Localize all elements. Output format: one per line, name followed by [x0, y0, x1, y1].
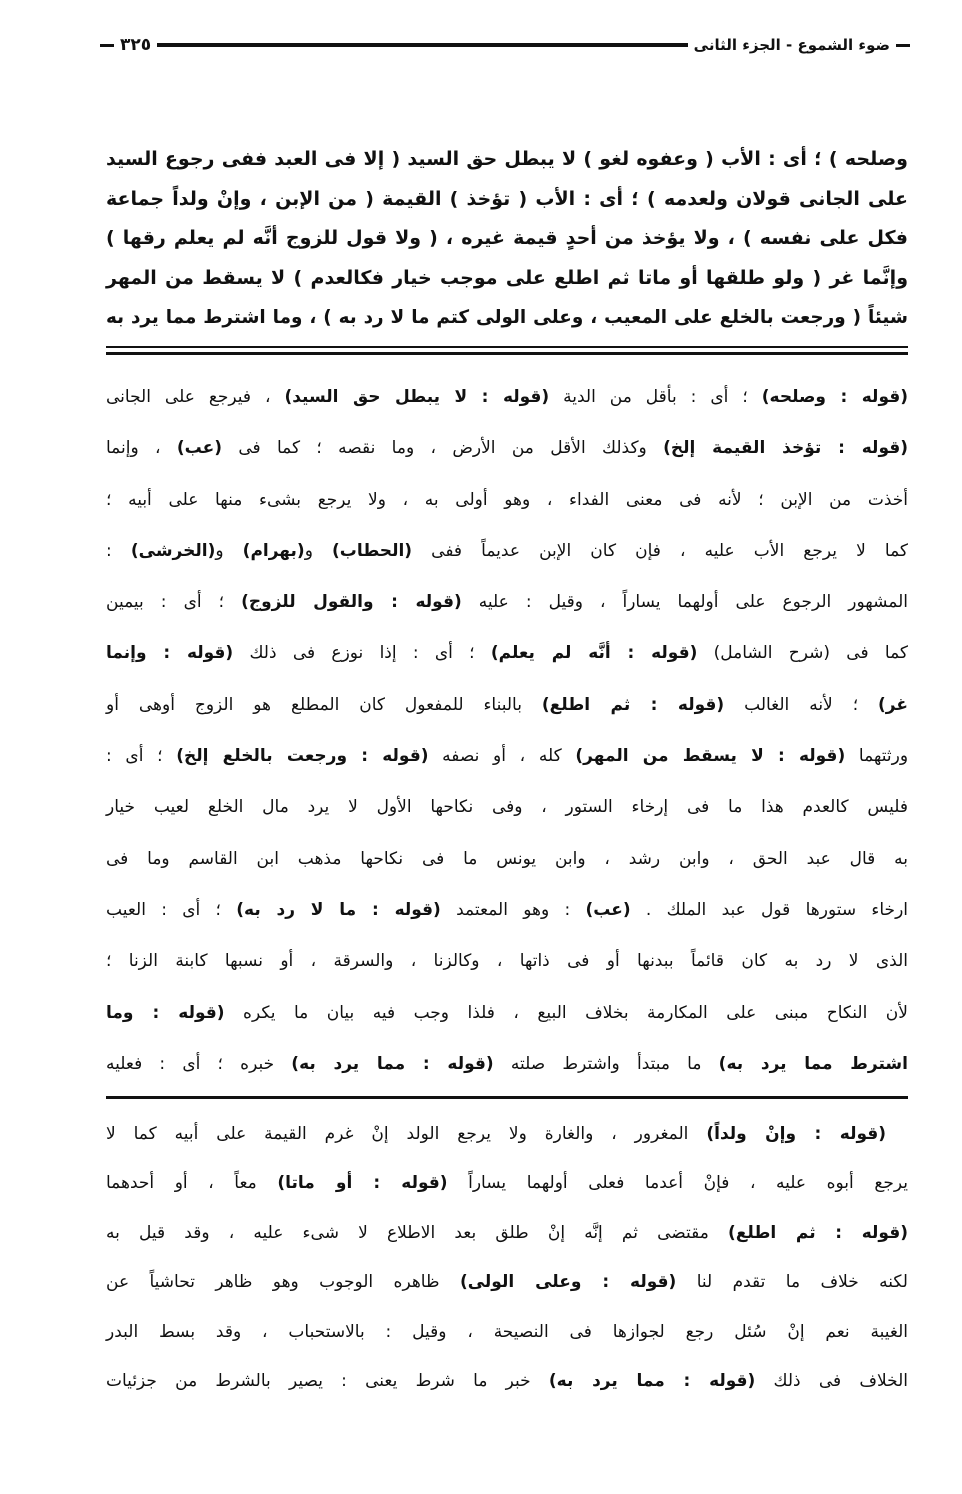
- bold-quote-segment: (قوله : أو ماتا): [277, 1173, 448, 1194]
- double-rule-top: [106, 346, 908, 348]
- text-segment: ؛ أى : بأقل من الدية: [549, 387, 762, 407]
- text-segment: ؛ أى :: [106, 746, 177, 767]
- text-segment: معاً ، أو أحدهما: [106, 1173, 278, 1194]
- text-line: [106, 885, 908, 936]
- bold-quote-segment: (الحطاب): [332, 540, 413, 561]
- bold-quote-segment: (قوله : وما: [106, 1002, 225, 1023]
- text-line: [106, 731, 908, 782]
- text-segment: وكذلك الأقل من الأرض ، وما نقصه ؛ كما فى: [222, 438, 664, 459]
- text-segment: خبر ما شرط يعنى : يصير بالشرط من جزئيات: [106, 1370, 549, 1391]
- bold-quote-segment: (قوله : ما لا رد به): [236, 899, 441, 920]
- text-line: [106, 298, 908, 338]
- text-segment: كله ، أو نصفه: [428, 746, 576, 767]
- bold-quote-segment: اشترط مما يرد به): [718, 1053, 908, 1074]
- text-segment: ؛ أى : إذا نوزع فى ذلك: [233, 643, 491, 664]
- text-line: [106, 1357, 908, 1406]
- text-line: [106, 1159, 908, 1208]
- running-header: [100, 30, 910, 60]
- text-segment: ، وإنما: [106, 438, 177, 459]
- commentary: [106, 372, 908, 1090]
- text-segment: الغيبة نعم إنْ سُئل رجع لجوازها فى النصيحة ، وقيل : بالاستحباب ، وقد بسط البدر: [106, 1321, 908, 1342]
- text-line: [106, 372, 908, 423]
- text-segment: فليس كالعدم هذا ما فى إرخاء الستور ، وفى نكاحها الأول لا يرد مال الخلع لعيب خيار: [106, 797, 908, 818]
- text-line: [106, 1110, 908, 1159]
- bold-quote-segment: (قوله : والقول للزوج): [241, 592, 462, 613]
- text-line: [106, 988, 908, 1039]
- text-segment: خبره ؛ أى : فعليه: [106, 1053, 292, 1074]
- text-line: [106, 834, 908, 885]
- text-line: [106, 475, 908, 526]
- text-segment: و: [215, 540, 243, 561]
- bold-quote-segment: (قوله : أنَّه لم يعلم): [490, 643, 698, 664]
- text-line: [106, 936, 908, 987]
- text-segment: به قال عبد الحق ، وابن رشد ، وابن يونس ما فى نكاحها مذهب ابن القاسم وما فى: [106, 848, 908, 869]
- text-segment: كما لا يرجع الأب عليه ، فإن كان الإبن عديماً ففى: [412, 540, 908, 561]
- text-segment: ورثتهما: [845, 746, 909, 767]
- text-segment: الذى لا رد به كان قائماً ببدنها أو فى ذاتها ، وكالزنا ، والسرقة ، أو نسبها كابنة الزنا ؛: [106, 951, 908, 972]
- bold-quote-segment: (بهرام): [242, 540, 305, 561]
- bold-quote-segment: (قوله : وإنما: [106, 643, 234, 664]
- text-segment: لأن النكاح مبنى على المكارمة بخلاف البيع ، فلذا وجب فيه بيان ما يكره: [224, 1002, 908, 1023]
- text-segment: ظاهره الوجوب وهو ظاهر تحاشياً عن: [106, 1272, 460, 1293]
- text-segment: مقتضى ثم إنَّه إنْ طلق بعد الاطلاع لا شىء عليه ، وقد قيل به: [106, 1222, 729, 1243]
- text-line: [106, 180, 908, 220]
- text-line: [106, 526, 908, 577]
- text-line: [106, 628, 908, 679]
- text-segment: على الجانى قولان ولعدمه ) ؛ أى : الأب ( تؤخذ ) القيمة ( من الإبن ، وإنْ ولداً جماعة: [106, 187, 908, 210]
- text-line: [106, 1209, 908, 1258]
- text-segment: :: [106, 540, 131, 561]
- text-line: [106, 1258, 908, 1307]
- text-segment: بالبناء للمفعول كان المطلع هو الزوج أوهى أو: [106, 694, 542, 715]
- bold-quote-segment: (قوله : ثم اطلع): [728, 1222, 908, 1243]
- main-text: [106, 140, 908, 338]
- text-line: [106, 423, 908, 474]
- bold-quote-segment: (قوله : مما يرد به): [548, 1370, 756, 1391]
- bold-quote-segment: غر): [878, 694, 908, 715]
- text-line: [106, 219, 908, 259]
- bold-quote-segment: (قوله : ثم اطلع): [541, 694, 725, 715]
- header-dash: [896, 44, 910, 47]
- text-segment: و: [304, 540, 333, 561]
- text-segment: شيئاً ( ورجعت بالخلع على المعيب ، وعلى الولى كتم ما لا رد به ) ، وما اشترط مما يرد به: [106, 307, 908, 328]
- double-rule-bottom: [106, 352, 908, 355]
- text-segment: الخلاف فى ذلك: [755, 1370, 908, 1391]
- text-segment: فكل على نفسه ) ، ولا يؤخذ من أحدٍ قيمة غيره ، ( ولا قول للزوج أنَّه لم يعلم رقها ): [106, 227, 908, 249]
- text-line: [106, 140, 908, 180]
- text-segment: ؛ أى : العيب: [106, 899, 237, 920]
- bold-quote-segment: (قوله : مما يرد به): [291, 1053, 494, 1074]
- text-segment: ؛ لأنه الغالب: [724, 694, 879, 715]
- bold-quote-segment: (قوله : وإنْ ولداً): [706, 1124, 887, 1144]
- footnote-rule: [106, 1096, 908, 1099]
- text-segment: ، فيرجع على الجانى: [106, 387, 285, 407]
- bold-quote-segment: (قوله : تؤخذ القيمة إلخ): [663, 438, 908, 459]
- text-line: [106, 577, 908, 628]
- text-segment: يرجع أبوه عليه ، فإنْ أعدما فعلى أولهما يساراً: [447, 1173, 909, 1194]
- text-segment: المغرور ، والغارة ولا يرجع الولد إنْ غرم القيمة على أبيه كما لا: [106, 1124, 707, 1144]
- text-segment: لكنه خلاف ما تقدم لنا: [676, 1272, 908, 1293]
- bold-quote-segment: (قوله : لا يسقط من المهر): [575, 746, 846, 767]
- text-segment: وإنَّما غر ( ولو طلقها أو ماتا ثم اطلع على موجب خيار فكالعدم ) لا يسقط من المهر: [106, 266, 908, 289]
- text-segment: المشهور الرجوع على أولهما يساراً ، وقيل : عليه: [461, 592, 908, 613]
- bold-quote-segment: (قوله : لا يبطل حق السيد): [284, 387, 550, 407]
- bold-quote-segment: (عب): [176, 438, 222, 459]
- text-line: [106, 259, 908, 299]
- text-line: [106, 1039, 908, 1090]
- text-segment: ارخاء ستورها قول عبد الملك .: [630, 899, 908, 920]
- text-line: [106, 1308, 908, 1357]
- footnotes: [106, 1110, 908, 1406]
- header-title: ضوء الشموع - الجزء الثانى: [693, 36, 890, 54]
- text-segment: : وهو المعتمد: [440, 899, 586, 920]
- bold-quote-segment: (قوله : ورجعت بالخلع إلخ): [176, 746, 429, 767]
- bold-quote-segment: (الخرشى): [130, 540, 216, 561]
- text-segment: وصلحه ) ؛ أى : الأب ( وعفوه لغو ) لا يبطل حق السيد ( إلا فى العبد ففى رجوع السيد: [106, 148, 908, 170]
- bold-quote-segment: (قوله : وصلحه): [761, 387, 909, 407]
- text-segment: كما فى (شرح الشامل): [697, 643, 908, 664]
- header-dash: [100, 44, 114, 47]
- text-segment: ما مبتدأ واشترط صلته: [493, 1053, 719, 1074]
- text-line: [106, 782, 908, 833]
- text-segment: أخذت من الإبن ؛ لأنه فى معنى الفداء ، وهو أولى به ، ولا يرجع بشىء منها على أبيه ؛: [106, 489, 908, 510]
- bold-quote-segment: (قوله : وعلى الولى): [459, 1272, 677, 1293]
- header-rule: [157, 43, 688, 47]
- page-number: ٣٢٥: [120, 35, 152, 55]
- text-segment: ؛ أى : بيمين: [106, 592, 242, 613]
- bold-quote-segment: (عب): [585, 899, 631, 920]
- text-line: [106, 680, 908, 731]
